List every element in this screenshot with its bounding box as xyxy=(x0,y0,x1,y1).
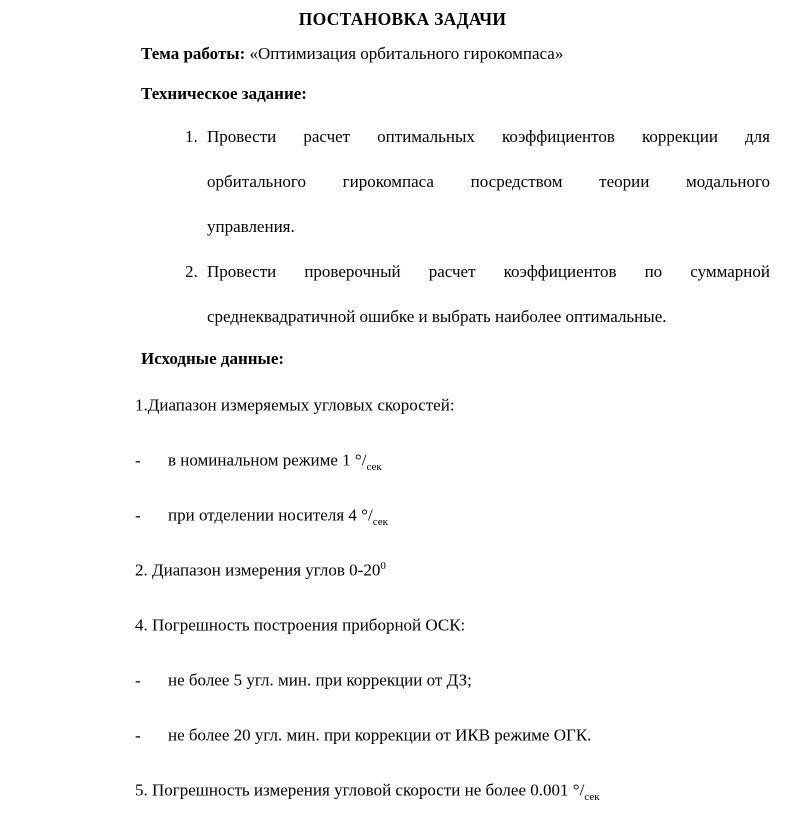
line-text: 2. Диапазон измерения углов 0-20 xyxy=(135,560,381,580)
text-line: среднеквадратичной ошибке и выбрать наиболее оптимальные. xyxy=(207,307,667,326)
line-marker: - xyxy=(135,670,141,690)
tech-task-heading xyxy=(0,74,805,114)
tech-task-list xyxy=(0,114,805,339)
line-text: 1.Диапазон измеряемых угловых скоростей: xyxy=(135,395,455,415)
list-item-text xyxy=(207,114,770,249)
tech-task-item-2 xyxy=(185,249,770,339)
list-number: 1. xyxy=(185,127,198,146)
source-line-3 xyxy=(135,489,775,544)
degree-sign: ° xyxy=(361,505,368,525)
source-data-label: Исходные данные: xyxy=(141,349,285,368)
tech-task-label: Техническое задание: xyxy=(141,84,307,103)
unit-subscript: сек xyxy=(366,461,382,474)
unit-subscript: сек xyxy=(584,791,600,804)
line-text: 4. Погрешность построения приборной ОСК: xyxy=(135,615,466,635)
line-marker: - xyxy=(135,505,141,525)
text-line: Провести проверочный расчет коэффициентов по суммарной xyxy=(207,262,770,281)
page-title: ПОСТАНОВКА ЗАДАЧИ xyxy=(298,9,507,29)
source-line-4 xyxy=(135,544,775,599)
list-number: 2. xyxy=(185,262,198,281)
unit-slash: / xyxy=(367,505,373,525)
superscript: 0 xyxy=(380,560,386,573)
line-text: не более 5 угл. мин. при коррекции от ДЗ; xyxy=(168,670,472,690)
line-text: не более 20 угл. мин. при коррекции от ИКВ режиме ОГК. xyxy=(168,725,592,745)
source-line-7 xyxy=(135,709,775,764)
line-text: при отделении носителя 4 xyxy=(168,505,362,525)
text-line: орбитального гирокомпаса посредством теории модального xyxy=(207,172,770,191)
degree-sign: ° xyxy=(354,450,362,470)
line-text: 5. Погрешность измерения угловой скорости не более 0.001 xyxy=(135,780,573,800)
source-line-1 xyxy=(135,379,775,434)
topic-line xyxy=(0,34,805,74)
degree-sign: ° xyxy=(572,780,580,800)
tech-task-item-1 xyxy=(185,114,770,249)
text-line: управления. xyxy=(207,217,295,236)
unit-subscript: сек xyxy=(372,516,388,529)
list-item-text xyxy=(207,249,770,339)
unit-slash: / xyxy=(579,780,585,800)
topic-label: Тема работы: xyxy=(141,44,246,63)
source-line-2 xyxy=(135,434,775,489)
unit-slash: / xyxy=(361,450,367,470)
topic-value: «Оптимизация орбитального гирокомпаса» xyxy=(249,44,564,63)
source-line-5 xyxy=(135,599,775,654)
source-line-8 xyxy=(135,764,775,819)
line-marker: - xyxy=(135,450,141,470)
source-line-6 xyxy=(135,654,775,709)
source-data-list xyxy=(0,379,805,819)
source-data-heading xyxy=(0,339,805,379)
text-line: Провести расчет оптимальных коэффициентов коррекции для xyxy=(207,127,770,146)
line-text: в номинальном режиме 1 xyxy=(168,450,355,470)
line-marker: - xyxy=(135,725,141,745)
